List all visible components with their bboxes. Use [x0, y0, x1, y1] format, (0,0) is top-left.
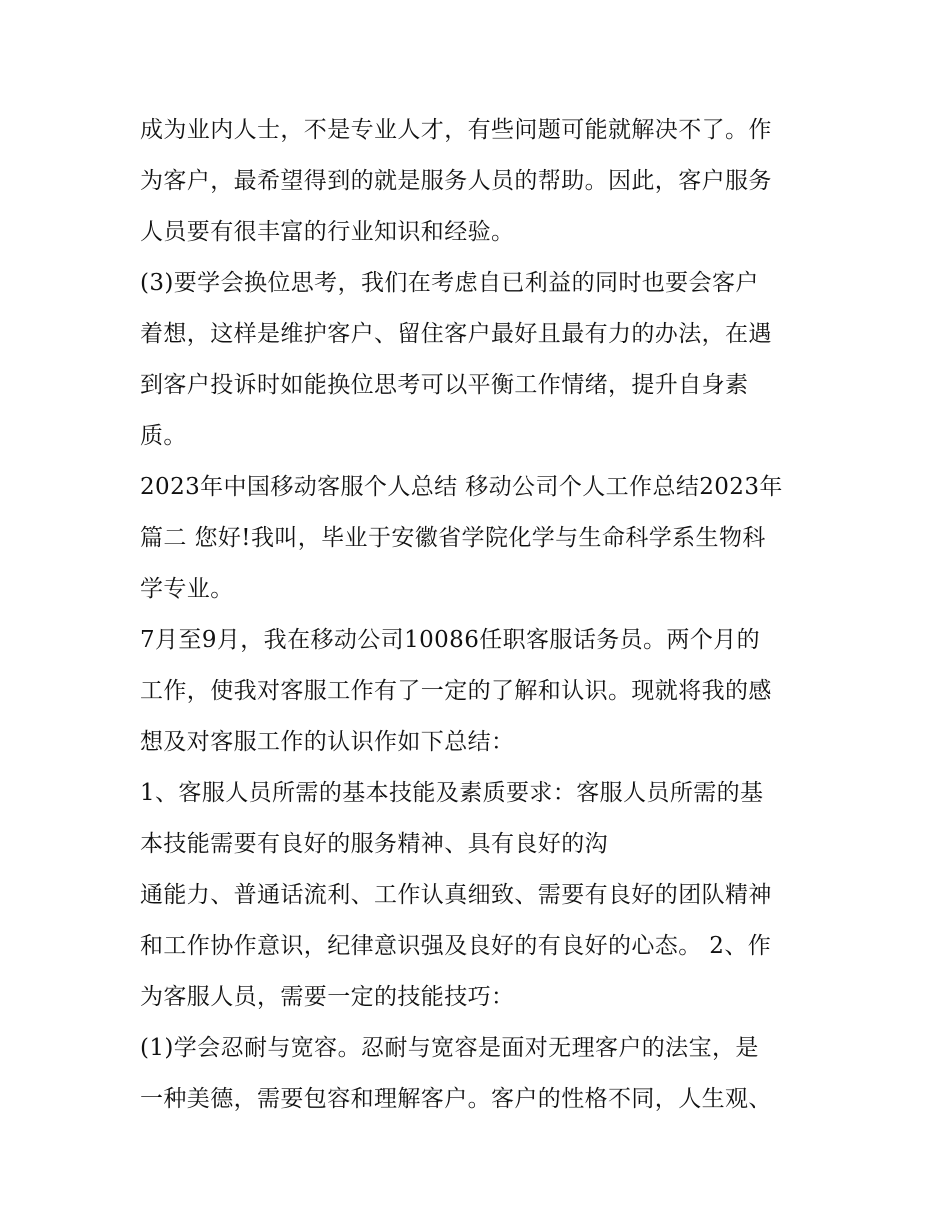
text-line: 和工作协作意识，纪律意识强及良好的有良好的心态。 2、作 — [140, 933, 772, 959]
document-body — [140, 108, 820, 1128]
text-line: 2023年中国移动客服个人总结 移动公司个人工作总结2023年 — [140, 474, 783, 500]
text-line: 到客户投诉时如能换位思考可以平衡工作情绪，提升自身素 — [140, 372, 749, 398]
text-line: 为客服人员，需要一定的技能技巧： — [140, 984, 515, 1010]
text-line: 人员要有很丰富的行业知识和经验。 — [140, 219, 515, 245]
text-line: 为客户，最希望得到的就是服务人员的帮助。因此，客户服务 — [140, 168, 772, 194]
text-line: 想及对客服工作的认识作如下总结： — [140, 729, 515, 755]
text-line: 学专业。 — [140, 576, 234, 602]
text-line: (3)要学会换位思考，我们在考虑自已利益的同时也要会客户 — [140, 270, 759, 296]
text-line: 工作，使我对客服工作有了一定的了解和认识。现就将我的感 — [140, 678, 772, 704]
text-line: 本技能需要有良好的服务精神、具有良好的沟 — [140, 831, 608, 857]
text-line: (1)学会忍耐与宽容。忍耐与宽容是面对无理客户的法宝，是 — [140, 1035, 759, 1061]
text-line: 1、客服人员所需的基本技能及素质要求：客服人员所需的基 — [140, 780, 764, 806]
text-line: 通能力、普通话流利、工作认真细致、需要有良好的团队精神 — [140, 882, 772, 908]
text-line: 成为业内人士，不是专业人才，有些问题可能就解决不了。作 — [140, 117, 772, 143]
text-line: 质。 — [140, 423, 187, 449]
text-line: 着想，这样是维护客户、留住客户最好且最有力的办法，在遇 — [140, 321, 772, 347]
text-line: 篇二 您好!我叫，毕业于安徽省学院化学与生命科学系生物科 — [140, 525, 766, 551]
text-line: 7月至9月，我在移动公司10086任职客服话务员。两个月的 — [140, 627, 761, 653]
text-line: 一种美德，需要包容和理解客户。客户的性格不同，人生观、 — [140, 1086, 772, 1112]
